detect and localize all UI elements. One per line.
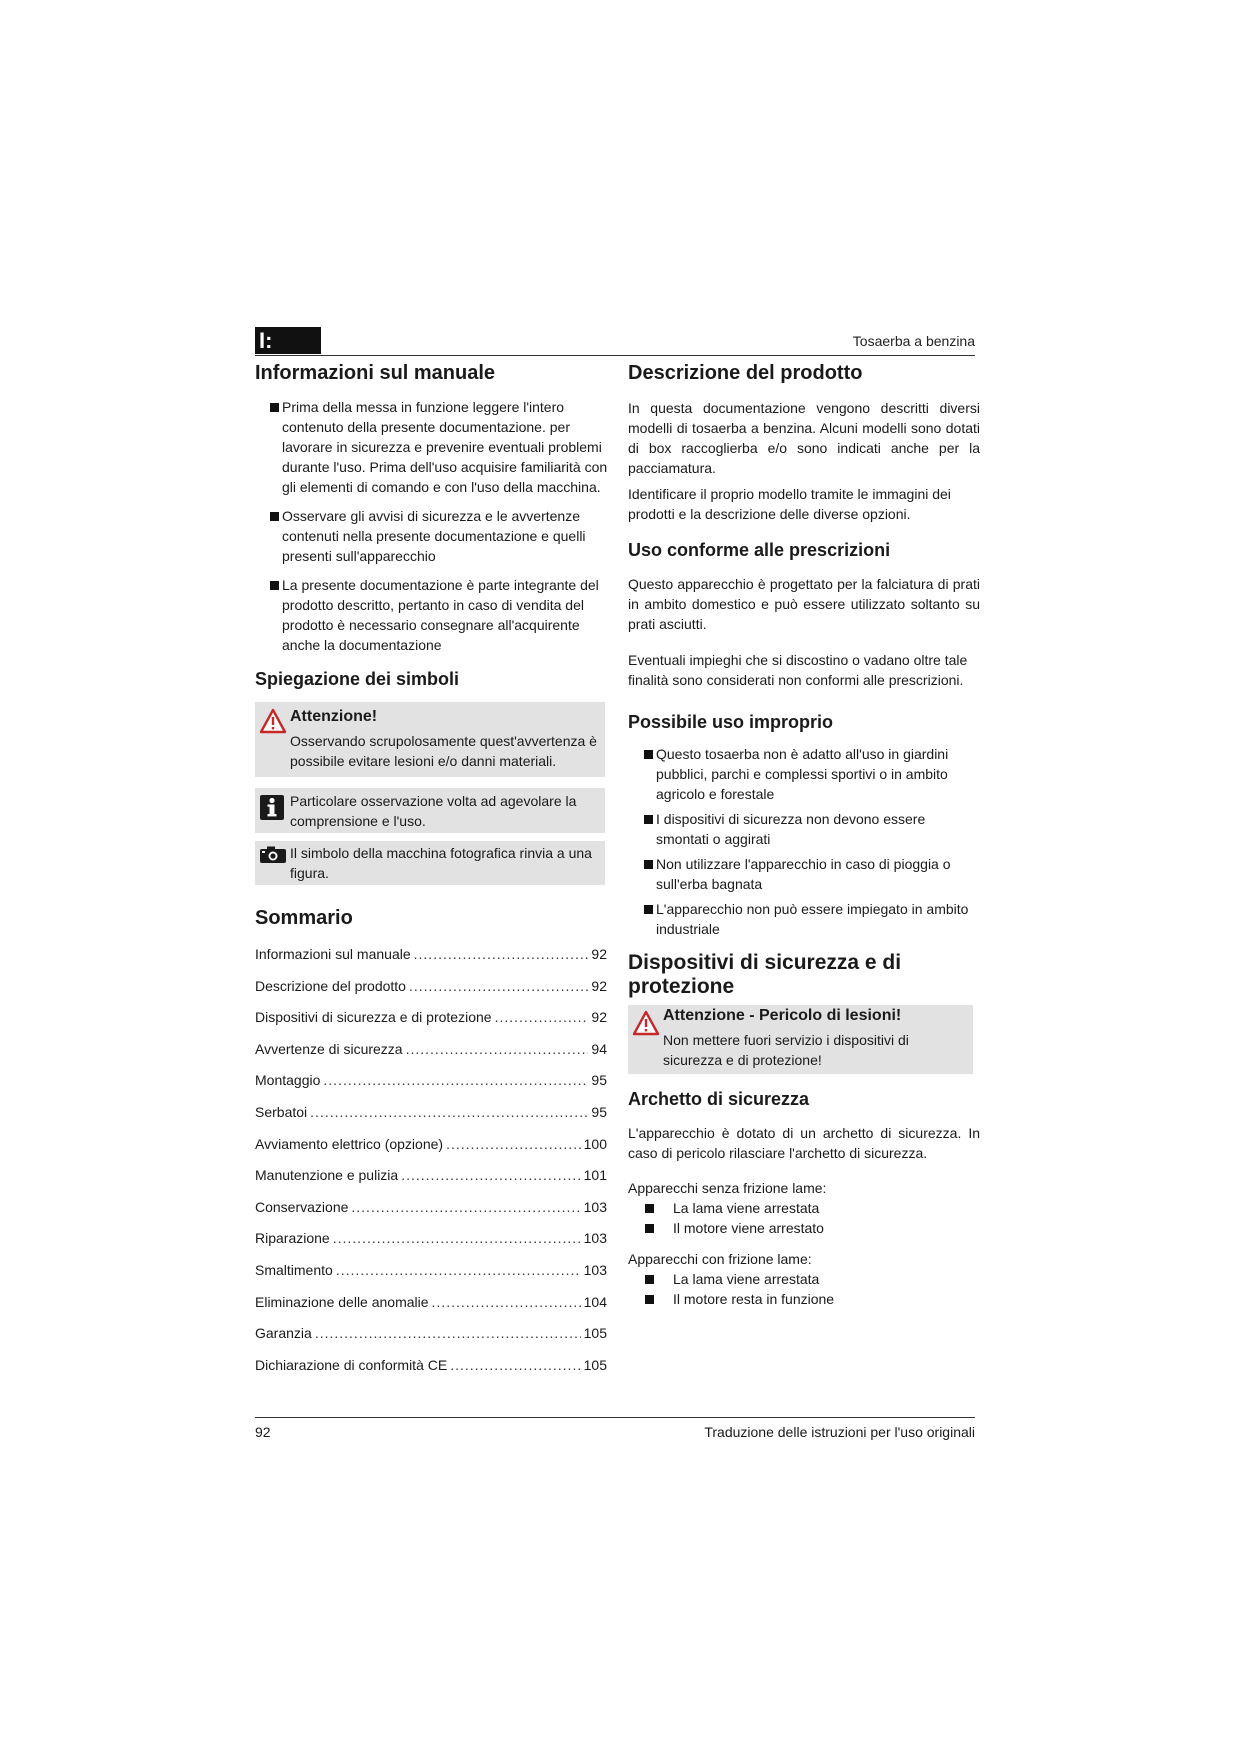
safety-bail-paragraph: L'apparecchio è dotato di un archetto di sicurezza. In caso di pericolo rilasciare l'archetto di sicurezza. [628, 1125, 980, 1161]
no-clutch-label: Apparecchi senza frizione lame: [628, 1180, 827, 1196]
square-bullet-icon [270, 581, 279, 590]
section-title-intended-use: Uso conforme alle prescrizioni [628, 540, 891, 560]
info-icon [259, 794, 285, 826]
footer-note: Traduzione delle istruzioni per l'uso originali [704, 1424, 975, 1440]
toc-entry[interactable]: Dispositivi di sicurezza e di protezione ..... 92 [255, 1007, 607, 1039]
list-item: Il motore resta in funzione [628, 1289, 980, 1309]
list-item: Questo tosaerba non è adatto all'uso in giardini pubblici, parchi e complessi sportivi o in ambito agricolo e forestale [628, 744, 980, 804]
warning-title: Attenzione! [290, 708, 378, 725]
list-item: La lama viene arrestata [628, 1198, 980, 1218]
square-bullet-icon [645, 1275, 654, 1284]
list-item: Osservare gli avvisi di sicurezza e le avvertenze contenuti nella presente documentazione e quelli presenti sull'apparecchio [255, 506, 615, 566]
square-bullet-icon [270, 403, 279, 412]
toc-entry[interactable]: Avviamento elettrico (opzione) ..... 100 [255, 1134, 607, 1166]
info-text: Particolare osservazione volta ad agevolare la comprensione e l'uso. [290, 793, 577, 829]
warning-triangle-icon [259, 708, 287, 739]
toc-entry[interactable]: Manutenzione e pulizia ..... 101 [255, 1165, 607, 1197]
list-item: L'apparecchio non può essere impiegato in ambito industriale [628, 899, 980, 939]
section-title-manual: Informazioni sul manuale [255, 362, 496, 384]
clutch-list [628, 1269, 980, 1309]
clutch-label: Apparecchi con frizione lame: [628, 1251, 812, 1267]
section-title-product: Descrizione del prodotto [628, 362, 863, 384]
product-paragraph-1: In questa documentazione vengono descritti diversi modelli di tosaerba a benzina. Alcuni modelli sono dotati di box raccoglierba e/o sono indicati anche per la pacciamatura. [628, 400, 980, 476]
header-title: Tosaerba a benzina [852, 333, 975, 349]
product-paragraph-2: Identificare il proprio modello tramite le immagini dei prodotti e la descrizione delle diverse opzioni. [628, 486, 951, 522]
square-bullet-icon [644, 750, 653, 759]
camera-box [255, 841, 605, 885]
no-clutch-list [628, 1198, 980, 1238]
camera-text: Il simbolo della macchina fotografica rinvia a una figura. [290, 845, 592, 881]
page-header [255, 327, 975, 356]
toc-entry[interactable]: Dichiarazione di conformità CE ..... 105 [255, 1355, 607, 1387]
info-box [255, 788, 605, 833]
warning-text: Osservando scrupolosamente quest'avvertenza è possibile evitare lesioni e/o danni materiali. [290, 733, 597, 769]
intended-use-paragraph-1: Questo apparecchio è progettato per la falciatura di prati in ambito domestico e può essere utilizzato soltanto su prati asciutti. [628, 576, 980, 632]
square-bullet-icon [645, 1295, 654, 1304]
section-title-symbols: Spiegazione dei simboli [255, 669, 460, 689]
square-bullet-icon [645, 1204, 654, 1213]
intended-use-paragraph-2: Eventuali impieghi che si discostino o vadano oltre tale finalità sono considerati non conformi alle prescrizioni. [628, 652, 968, 688]
toc-entry[interactable]: Informazioni sul manuale ..... 92 [255, 944, 607, 976]
section-title-misuse: Possibile uso improprio [628, 712, 834, 732]
danger-box [628, 1005, 973, 1074]
section-title-safety-devices: Dispositivi di sicurezza e di protezione [628, 951, 902, 998]
toc-entry[interactable]: Smaltimento ..... 103 [255, 1260, 607, 1292]
list-item: I dispositivi di sicurezza non devono essere smontati o aggirati [628, 809, 980, 849]
page-footer [255, 1417, 975, 1440]
danger-title: Attenzione - Pericolo di lesioni! [663, 1007, 902, 1024]
square-bullet-icon [644, 815, 653, 824]
toc-entry[interactable]: Eliminazione delle anomalie ..... 104 [255, 1292, 607, 1324]
toc-entry[interactable]: Montaggio ..... 95 [255, 1070, 607, 1102]
section-title-toc: Sommario [255, 907, 353, 929]
toc-entry[interactable]: Garanzia ..... 105 [255, 1323, 607, 1355]
warning-box [255, 702, 605, 777]
list-item: La presente documentazione è parte integrante del prodotto descritto, pertanto in caso di vendita del prodotto è necessario consegnare all'acquirente anche la documentazione [255, 575, 615, 655]
table-of-contents [255, 944, 607, 1386]
list-item: La lama viene arrestata [628, 1269, 980, 1289]
square-bullet-icon [645, 1224, 654, 1233]
square-bullet-icon [270, 512, 279, 521]
toc-entry[interactable]: Avvertenze di sicurezza ..... 94 [255, 1039, 607, 1071]
camera-icon [259, 846, 287, 869]
danger-text: Non mettere fuori servizio i dispositivi di sicurezza e di protezione! [663, 1032, 909, 1068]
square-bullet-icon [644, 860, 653, 869]
misuse-list [628, 744, 980, 939]
toc-entry[interactable]: Conservazione ..... 103 [255, 1197, 607, 1229]
toc-entry[interactable]: Serbatoi ..... 95 [255, 1102, 607, 1134]
list-item: Prima della messa in funzione leggere l'intero contenuto della presente documentazione. per lavorare in sicurezza e prevenire eventuali problemi durante l'uso. Prima dell'uso acquisire familiarità con gli elementi di comando e con l'uso della macchina. [255, 397, 615, 497]
warning-triangle-icon [632, 1010, 660, 1041]
toc-entry[interactable]: Descrizione del prodotto ..... 92 [255, 976, 607, 1008]
list-item: Il motore viene arrestato [628, 1218, 980, 1238]
left-column [255, 362, 615, 1386]
toc-entry[interactable]: Riparazione ..... 103 [255, 1228, 607, 1260]
list-item: Non utilizzare l'apparecchio in caso di pioggia o sull'erba bagnata [628, 854, 980, 894]
right-column [628, 362, 980, 1309]
square-bullet-icon [644, 905, 653, 914]
section-title-safety-bail: Archetto di sicurezza [628, 1089, 810, 1109]
manual-list [255, 397, 615, 655]
language-tag: I: [255, 327, 321, 354]
page-number: 92 [255, 1424, 271, 1440]
